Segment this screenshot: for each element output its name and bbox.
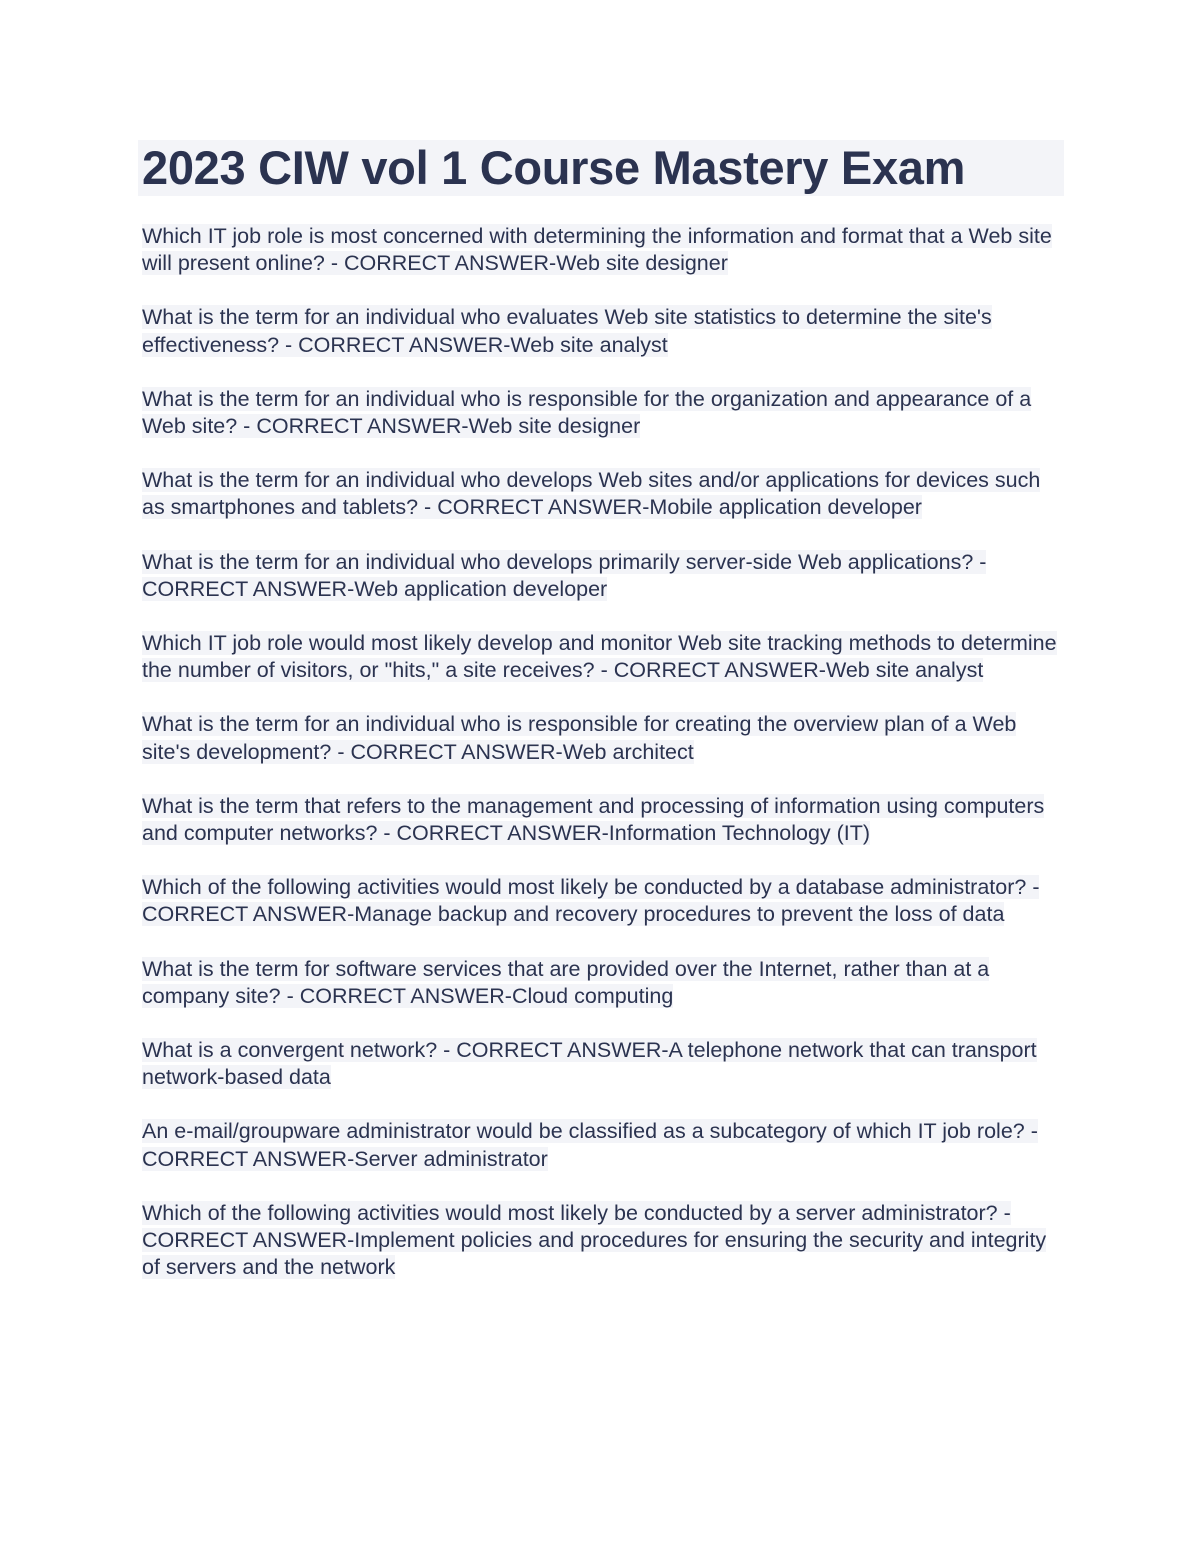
qa-item (142, 386, 1062, 440)
page-title: 2023 CIW vol 1 Course Mastery Exam (142, 141, 966, 194)
qa-text: What is the term for an individual who is responsible for the organization and appearance of a Web site? - CORRECT ANSWER-Web site designer (142, 386, 1032, 439)
qa-text: Which of the following activities would most likely be conducted by a server administrator? - CORRECT ANSWER-Implement policies and procedures for ensuring the security and integrity of servers and the network (142, 1200, 1047, 1280)
qa-item (142, 304, 1062, 358)
qa-item (142, 223, 1062, 277)
qa-text: What is a convergent network? - CORRECT ANSWER-A telephone network that can transport network-based data (142, 1038, 1037, 1090)
qa-item (142, 711, 1062, 765)
qa-item (142, 1200, 1062, 1282)
question-answer-list (142, 223, 1062, 1308)
qa-text: What is the term that refers to the management and processing of information using computers and computer networks? - CORRECT ANSWER-Information Technology (IT) (142, 793, 1045, 846)
qa-item (142, 1118, 1062, 1172)
qa-item (142, 956, 1062, 1010)
qa-item (142, 793, 1062, 847)
qa-text: What is the term for software services that are provided over the Internet, rather than at a company site? - CORRECT ANSWER-Cloud computing (142, 956, 990, 1008)
qa-text: What is the term for an individual who develops Web sites and/or applications for devices such as smartphones and tablets? - CORRECT ANSWER-Mobile application developer (142, 468, 1041, 520)
qa-text: What is the term for an individual who develops primarily server-side Web applications? - CORRECT ANSWER-Web application developer (142, 549, 987, 601)
qa-item (142, 549, 1062, 603)
qa-text: Which of the following activities would most likely be conducted by a database administrator? - CORRECT ANSWER-Manage backup and recovery procedures to prevent the loss of data (142, 875, 1040, 927)
qa-item (142, 1037, 1062, 1091)
qa-text: What is the term for an individual who is responsible for creating the overview plan of a Web site's development? - CORRECT ANSWER-Web architect (142, 712, 1017, 764)
qa-text: What is the term for an individual who evaluates Web site statistics to determine the site's effectiveness? - CORRECT ANSWER-Web site analyst (142, 305, 992, 357)
qa-item (142, 467, 1062, 521)
qa-text: An e-mail/groupware administrator would be classified as a subcategory of which IT job role? - CORRECT ANSWER-Server administrator (142, 1119, 1038, 1171)
qa-text: Which IT job role is most concerned with determining the information and format that a Web site will present online? - CORRECT ANSWER-Web site designer (142, 224, 1052, 276)
qa-text: Which IT job role would most likely develop and monitor Web site tracking methods to determine the number of visitors, or "hits," a site receives? - CORRECT ANSWER-Web site analyst (142, 631, 1057, 683)
qa-item (142, 630, 1062, 684)
qa-item (142, 874, 1062, 928)
